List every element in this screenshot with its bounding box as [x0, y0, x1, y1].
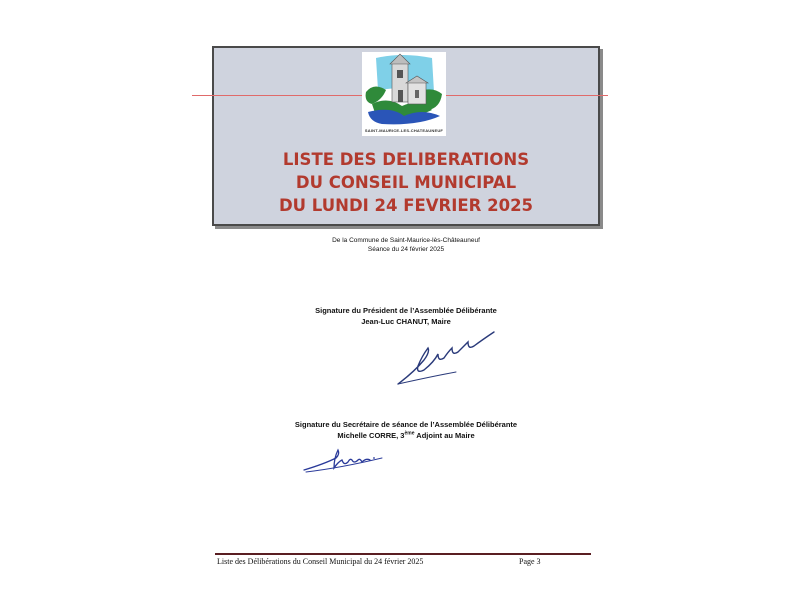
title-line-2: DU CONSEIL MUNICIPAL — [295, 173, 517, 192]
president-name: Jean-Luc CHANUT, Maire — [361, 317, 451, 326]
church-logo-icon — [362, 52, 446, 128]
secretary-name — [212, 430, 600, 441]
secretary-signature-block — [212, 419, 600, 441]
secretary-ordinal: ème — [404, 430, 415, 437]
document-title — [214, 148, 598, 217]
secretary-signature-label: Signature du Secrétaire de séance de l’Assemblée Délibérante — [294, 420, 518, 429]
footer-rule — [215, 553, 591, 555]
footer-title: Liste des Délibérations du Conseil Municipal du 24 février 2025 — [217, 557, 424, 566]
title-line-1: LISTE DES DELIBERATIONS — [282, 150, 530, 169]
commune-name: De la Commune de Saint-Maurice-lès-Châteauneuf — [332, 237, 480, 244]
title-line-3: DU LUNDI 24 FEVRIER 2025 — [278, 196, 534, 215]
president-signature-label: Signature du Président de l’Assemblée Délibérante — [315, 306, 497, 315]
president-signature-block — [212, 305, 600, 327]
session-date: Séance du 24 février 2025 — [367, 246, 445, 253]
logo-caption: SAINT-MAURICE-LES-CHATEAUNEUF — [364, 128, 444, 133]
commune-info — [212, 236, 600, 254]
secretary-handwritten-signature — [300, 446, 390, 476]
secretary-name-prefix: Michelle CORRE, 3 — [337, 431, 405, 440]
secretary-name-suffix: Adjoint au Maire — [414, 431, 475, 440]
page-number: Page 3 — [519, 557, 541, 566]
president-handwritten-signature — [394, 326, 504, 388]
commune-logo — [362, 52, 446, 136]
